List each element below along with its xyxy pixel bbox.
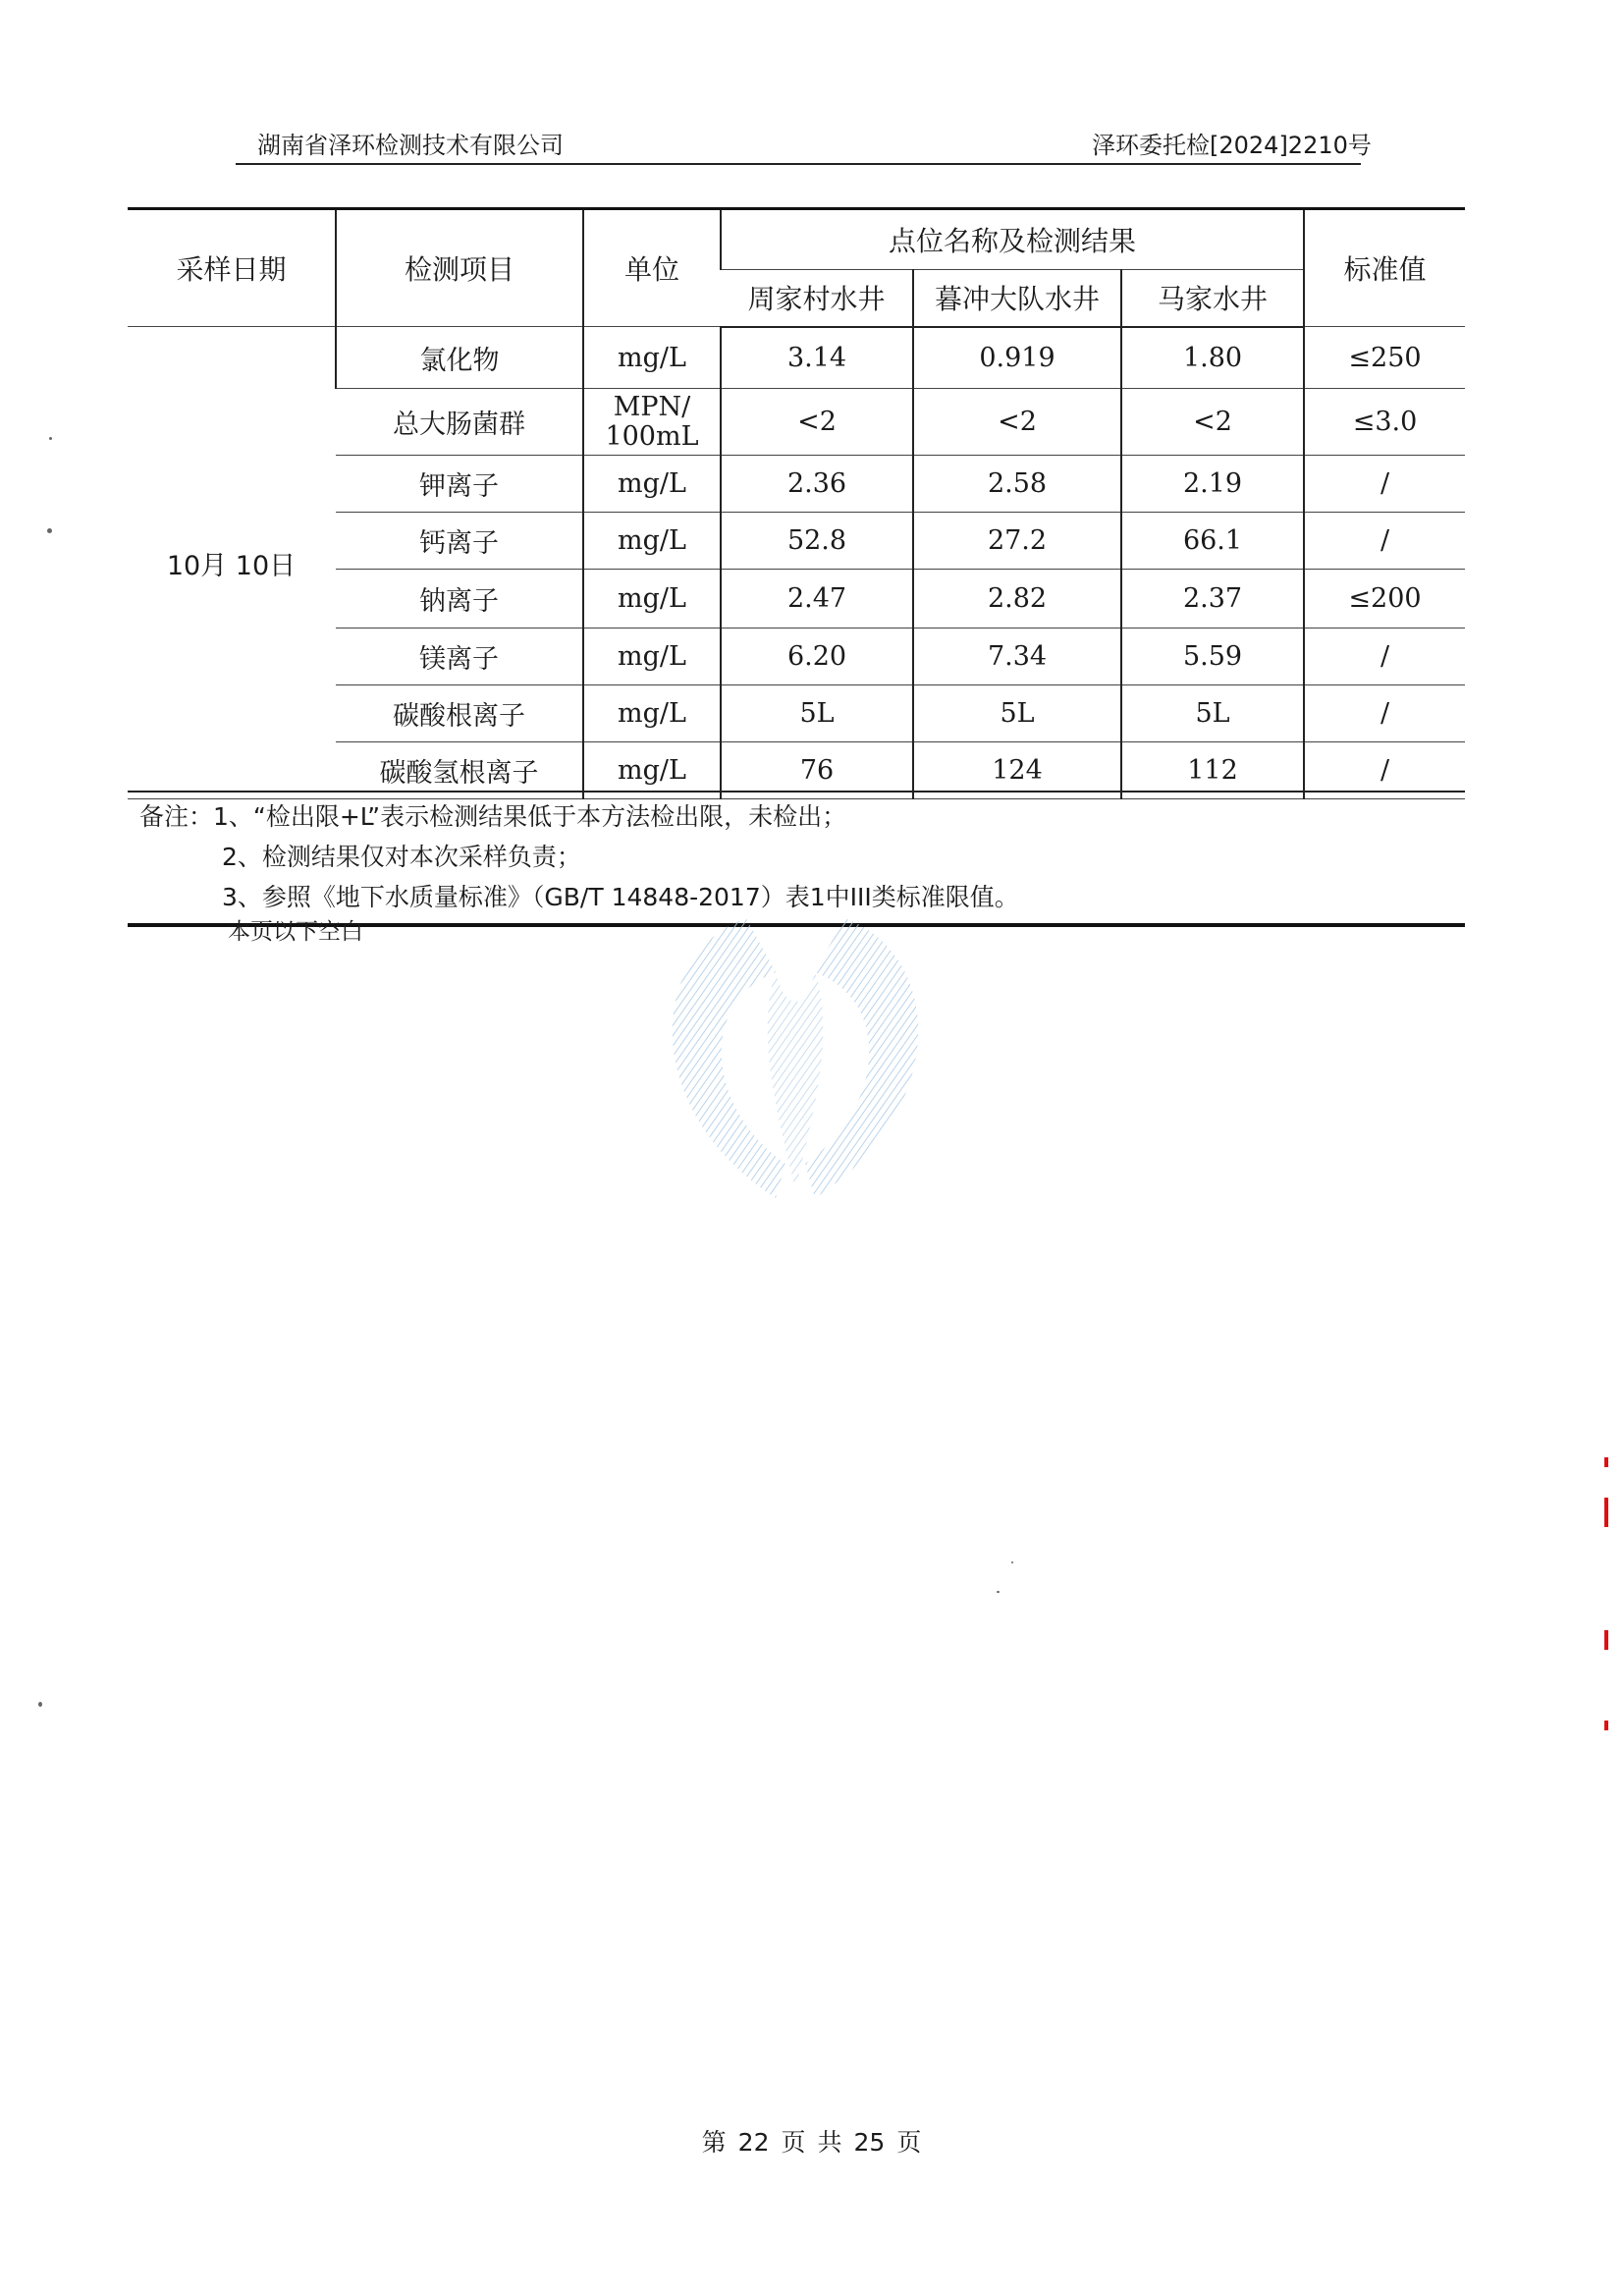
site-1-value: 6.20 xyxy=(721,629,913,685)
note-line-3: 3、参照《地下水质量标准》（GB/T 14848-2017）表1中III类标准限值。 xyxy=(222,883,1019,911)
site-3-value: 66.1 xyxy=(1121,513,1304,570)
edge-red-mark xyxy=(1604,1498,1608,1527)
site-2-value: 5L xyxy=(913,685,1121,742)
standard-value: / xyxy=(1304,513,1465,570)
unit: mg/L xyxy=(583,629,721,685)
standard-value: / xyxy=(1304,456,1465,513)
note-line-1: 备注：1、“检出限+L”表示检测结果低于本方法检出限，未检出； xyxy=(139,802,847,831)
site-1-value: 76 xyxy=(721,742,913,799)
test-item: 碳酸氢根离子 xyxy=(336,742,583,799)
header-site-2: 暮冲大队水井 xyxy=(913,270,1121,327)
unit: mg/L xyxy=(583,456,721,513)
test-item: 碳酸根离子 xyxy=(336,685,583,742)
test-item: 氯化物 xyxy=(336,327,583,389)
scan-speck xyxy=(38,1702,42,1707)
page-total: 25 xyxy=(853,2128,886,2157)
site-3-value: 5.59 xyxy=(1121,629,1304,685)
page-footer xyxy=(0,2123,1623,2159)
unit-line-1: MPN/ xyxy=(613,391,691,422)
site-3-value: 112 xyxy=(1121,742,1304,799)
unit: mg/L xyxy=(583,685,721,742)
blank-below-note: 本页以下空白 xyxy=(228,919,363,945)
header-test-item: 检测项目 xyxy=(336,209,583,327)
header-site-3: 马家水井 xyxy=(1121,270,1304,327)
page-label: 第 xyxy=(701,2128,727,2157)
site-2-value: 124 xyxy=(913,742,1121,799)
unit xyxy=(583,389,721,456)
site-3-value: 2.19 xyxy=(1121,456,1304,513)
site-2-value: 2.82 xyxy=(913,570,1121,629)
site-2-value: 7.34 xyxy=(913,629,1121,685)
header-sampling-date: 采样日期 xyxy=(128,209,336,327)
standard-value: ≤250 xyxy=(1304,327,1465,389)
unit: mg/L xyxy=(583,742,721,799)
site-1-value: 2.36 xyxy=(721,456,913,513)
header-standard: 标准值 xyxy=(1304,209,1465,327)
test-item: 钠离子 xyxy=(336,570,583,629)
total-word: 页 xyxy=(896,2128,922,2157)
company-seal-watermark xyxy=(628,913,962,1208)
site-3-value: 2.37 xyxy=(1121,570,1304,629)
site-1-value: 3.14 xyxy=(721,327,913,389)
site-3-value: 5L xyxy=(1121,685,1304,742)
test-item: 钙离子 xyxy=(336,513,583,570)
table-row xyxy=(128,327,1465,389)
scan-speck xyxy=(997,1591,1000,1593)
header-site-1: 周家村水井 xyxy=(721,270,913,327)
unit-line-2: 100mL xyxy=(605,420,699,452)
site-1-value: 52.8 xyxy=(721,513,913,570)
header-unit: 单位 xyxy=(583,209,721,327)
scan-speck xyxy=(1011,1561,1013,1563)
unit: mg/L xyxy=(583,513,721,570)
scan-speck xyxy=(47,528,52,533)
test-item: 总大肠菌群 xyxy=(336,389,583,456)
note-line-2: 2、检测结果仅对本次采样负责； xyxy=(222,843,581,871)
edge-red-mark xyxy=(1604,1721,1608,1730)
header-site-results: 点位名称及检测结果 xyxy=(721,209,1304,270)
standard-value: / xyxy=(1304,742,1465,799)
company-name: 湖南省泽环检测技术有限公司 xyxy=(257,132,564,159)
standard-value: / xyxy=(1304,629,1465,685)
header-divider xyxy=(236,163,1361,165)
test-item: 镁离子 xyxy=(336,629,583,685)
report-number: 泽环委托检[2024]2210号 xyxy=(1092,132,1372,159)
results-table xyxy=(128,207,1465,799)
site-1-value: 2.47 xyxy=(721,570,913,629)
notes-section xyxy=(128,791,1465,927)
sampling-date: 10月 10日 xyxy=(128,327,336,799)
standard-value: ≤200 xyxy=(1304,570,1465,629)
edge-red-mark xyxy=(1604,1630,1608,1650)
site-1-value: 5L xyxy=(721,685,913,742)
standard-value: ≤3.0 xyxy=(1304,389,1465,456)
edge-red-mark xyxy=(1604,1457,1608,1467)
page-current: 22 xyxy=(737,2128,770,2157)
site-3-value: 1.80 xyxy=(1121,327,1304,389)
page-word: 页 xyxy=(781,2128,806,2157)
site-1-value: <2 xyxy=(721,389,913,456)
site-2-value: <2 xyxy=(913,389,1121,456)
total-label: 共 xyxy=(817,2128,842,2157)
site-2-value: 0.919 xyxy=(913,327,1121,389)
unit: mg/L xyxy=(583,570,721,629)
standard-value: / xyxy=(1304,685,1465,742)
site-2-value: 27.2 xyxy=(913,513,1121,570)
site-3-value: <2 xyxy=(1121,389,1304,456)
scan-speck xyxy=(49,437,52,440)
site-2-value: 2.58 xyxy=(913,456,1121,513)
unit: mg/L xyxy=(583,327,721,389)
test-item: 钾离子 xyxy=(336,456,583,513)
